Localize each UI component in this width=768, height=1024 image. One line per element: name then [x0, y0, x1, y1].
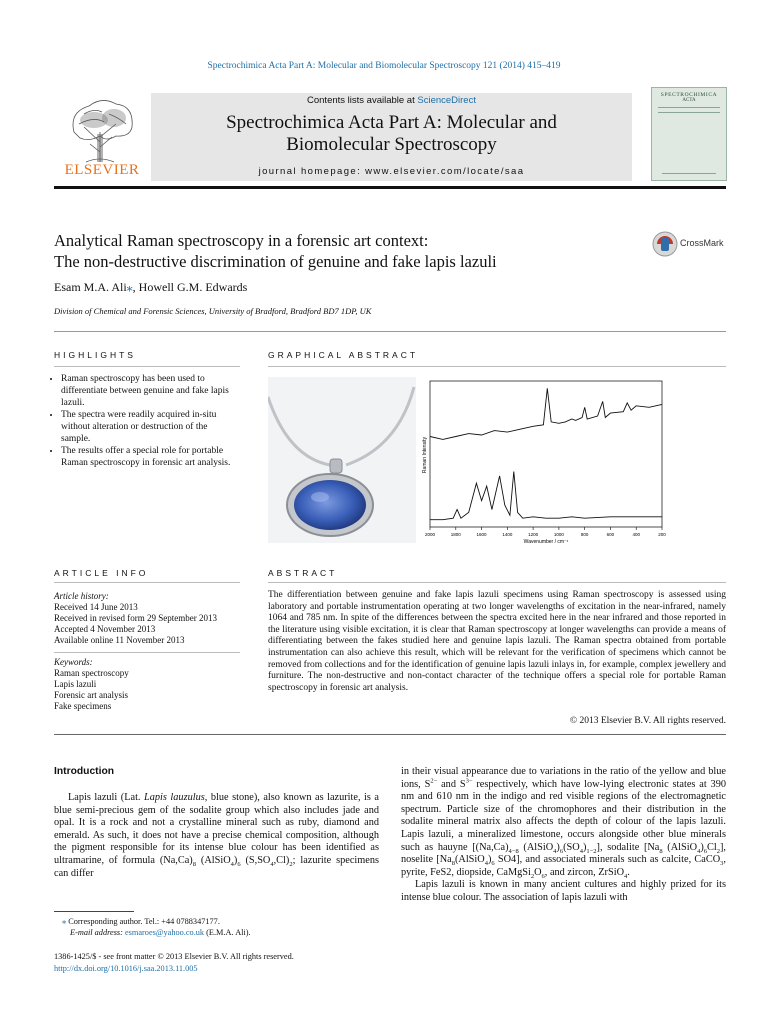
spectrum-line-2 — [430, 472, 662, 520]
corresponding-author-mark[interactable]: ⁎ — [126, 280, 133, 294]
subscript: 1−2 — [586, 847, 597, 855]
subscript: 8 — [451, 860, 455, 868]
article-title-line2: The non-destructive discrimination of genuine and fake lapis lazuli — [54, 252, 497, 271]
intro-paragraph — [54, 792, 379, 880]
lapis-pendant-photo — [268, 377, 416, 543]
body-paragraph-right — [401, 766, 726, 905]
y-axis-label: Raman Intensity — [422, 436, 428, 474]
divider — [54, 366, 240, 367]
crossmark-label: CrossMark — [680, 238, 724, 248]
subscript: 6 — [491, 860, 495, 868]
keyword: Forensic art analysis — [54, 690, 128, 700]
elsevier-logo — [54, 92, 150, 180]
article-history — [54, 591, 239, 712]
x-tick-label: 800 — [580, 532, 589, 537]
subscript: 2 — [289, 861, 293, 869]
text-run: respectively, which have low-lying electronic states at 390 nm and 610 nm in the indigo and red visible regions of the electromagnetic spectrum. Particle size of the chromophores and their distribution in the sodalite mineral matrix also affects the depth of colour of the lapis lazuli. Lapis lazuli, a mineralized limestone, occurs alongside other blue minerals such as hauyne [(Na,Ca) — [401, 778, 726, 853]
text-run: (AlSiO — [196, 854, 231, 866]
doi-link[interactable]: http://dx.doi.org/10.1016/j.saa.2013.11.005 — [54, 964, 198, 973]
keyword: Fake specimens — [54, 701, 112, 711]
subscript: 3 — [720, 860, 724, 868]
cover-title: SPECTROCHIMICA — [660, 92, 718, 98]
pendant-image — [268, 377, 416, 543]
journal-cover — [651, 87, 727, 181]
x-tick-label: 1200 — [528, 532, 539, 537]
journal-title — [151, 112, 632, 156]
subscript: 8 — [192, 861, 196, 869]
subscript: 2 — [530, 872, 535, 880]
x-tick-label: 400 — [632, 532, 640, 537]
divider — [268, 366, 726, 367]
article-info-heading: ARTICLE INFO — [54, 568, 149, 578]
sciencedirect-link[interactable]: ScienceDirect — [417, 95, 476, 106]
subscript: 6 — [559, 847, 564, 855]
latin-name: Lapis lauzulus — [144, 792, 205, 803]
footnote-mark[interactable]: ⁎ — [62, 917, 67, 926]
authors — [54, 280, 247, 295]
subscript: 4 — [579, 847, 583, 855]
subscript: 4 — [553, 847, 557, 855]
contents-line — [151, 95, 632, 106]
article-title — [54, 230, 644, 272]
highlights-list — [54, 373, 234, 469]
text-run: (AlSiO — [454, 854, 485, 866]
divider — [54, 582, 240, 583]
history-item: Received in revised form 29 September 2013 — [54, 613, 217, 623]
subscript: 6 — [237, 861, 241, 869]
subscript: 4 — [270, 861, 274, 869]
graphical-abstract-heading: GRAPHICAL ABSTRACT — [268, 350, 419, 360]
email-suffix: (E.M.A. Ali). — [204, 928, 251, 937]
subscript: 6 — [541, 872, 545, 880]
superscript: 3− — [465, 777, 473, 785]
raman-spectrum-chart — [420, 377, 726, 545]
email-link[interactable]: esmaroes@yahoo.co.uk — [125, 928, 205, 937]
divider — [268, 582, 726, 583]
copyright: © 2013 Elsevier B.V. All rights reserved. — [569, 716, 726, 726]
x-tick-label: 600 — [606, 532, 615, 537]
text-run: ,Cl) — [273, 854, 290, 866]
text-run: Cl — [707, 841, 717, 853]
affiliation: Division of Chemical and Forensic Sciences, University of Bradford, Bradford BD7 1DP, UK — [54, 306, 372, 316]
subscript: 8 — [659, 847, 663, 855]
abstract-heading: ABSTRACT — [268, 568, 338, 578]
text-run: ) — [582, 841, 587, 853]
footnote-text: Corresponding author. Tel.: +44 0788347177. — [66, 917, 220, 926]
text-run: , pyrite, FeS2, diopside, CaMgSi — [401, 854, 726, 878]
history-label: Article history: — [54, 591, 109, 601]
spectrum-line-1 — [430, 388, 662, 439]
subscript: 6 — [703, 847, 707, 855]
article-title-line1: Analytical Raman spectroscopy in a forensic art context: — [54, 231, 429, 250]
abstract-text: The differentiation between genuine and fake lapis lazuli specimens using Raman spectroscopy is assessed using laboratory and portable instrumentation operating at two longer wavelengths of excitation in the near-infrared, namely 1064 and 785 nm. In spite of the differences between the spectra excited here in the near infrared and those reported in the literature using visible excitation, it is clear that Raman spectroscopy at longer wavelengths can provide a means of differentiating between the fakes studied here and genuine lapis lazuli. The Raman spectra obtained from portable instrumentation can also achieve this result, which will be relevant for the verification of specimens which cannot be removed from collections and for the identification of genuine lapis lazuli inlays in, for example, complex jewellery and furniture. The non-destructive and non-contact character of the technique offers a special role for portable Raman spectroscopy in forensic art analysis. — [268, 590, 726, 693]
text-run: ) — [487, 854, 492, 866]
author-separator: , — [132, 280, 139, 294]
subscript: 2 — [716, 847, 720, 855]
x-tick-label: 1000 — [553, 532, 564, 537]
x-axis-label: Wavenumber / cm⁻¹ — [523, 539, 569, 545]
cover-subtitle: ACTA — [682, 98, 696, 103]
text-run: ], sodalite [Na — [596, 841, 660, 853]
highlight-item: • Raman spectroscopy has been used to differentiate between genuine and fake lapis lazuli. — [61, 373, 234, 409]
highlight-item: • The spectra were readily acquired in-situ without alteration or destruction of the sample. — [61, 409, 234, 445]
text-run: (AlSiO — [518, 841, 554, 853]
subscript: 4 — [624, 872, 628, 880]
keywords-label: Keywords: — [54, 657, 93, 667]
section-heading-introduction: Introduction — [54, 766, 115, 777]
footnote — [62, 916, 382, 938]
x-tick-label: 1600 — [476, 532, 487, 537]
x-tick-label: 200 — [658, 532, 666, 537]
author-2: Howell G.M. Edwards — [138, 280, 248, 294]
text-run: ], noselite [Na — [401, 841, 726, 866]
journal-homepage[interactable]: journal homepage: www.elsevier.com/locate/saa — [258, 166, 525, 177]
body-paragraph: Lapis lazuli is known in many ancient cultures and highly prized for its intense blue colour. The association of lapis lazuli with — [401, 879, 726, 903]
text-run: (AlSiO — [662, 841, 698, 853]
highlight-item: • The results offer a special role for portable Raman spectroscopy in forensic art analysis. — [61, 445, 234, 469]
text-run: ) — [556, 841, 560, 853]
raman-chart-svg — [420, 377, 726, 545]
footnote-corresponding — [62, 916, 382, 927]
text-run: , blue stone), also known as lazurite, is a blue semi-precious gem of the sodalite group which also includes jade and opal. It is a rock and not a crystalline mineral such as ruby, diamond and emerald. As such, it does not have a precise chemical composition, although the pigment responsible for its intense blue colour has been identified as ultramarine, of formula (Na,Ca) — [54, 792, 379, 866]
x-tick-label: 1400 — [502, 532, 513, 537]
subscript: 4 — [230, 861, 234, 869]
x-tick-label: 2000 — [424, 532, 436, 537]
superscript: 2− — [430, 777, 438, 785]
email-label: E-mail address: — [70, 928, 125, 937]
text-run: ) — [233, 854, 238, 866]
footnote-rule — [54, 911, 134, 912]
divider — [54, 331, 726, 332]
text-run: ; lazurite specimens can differ — [54, 854, 379, 879]
text-run: O — [534, 866, 542, 878]
crossmark-badge[interactable] — [652, 230, 724, 263]
history-item: Accepted 4 November 2013 — [54, 624, 156, 634]
journal-reference[interactable]: Spectrochimica Acta Part A: Molecular and Biomolecular Spectroscopy 121 (2014) 415–419 — [207, 61, 561, 71]
history-item: Available online 11 November 2013 — [54, 635, 185, 645]
x-tick-label: 1800 — [450, 532, 461, 537]
header-rule — [54, 186, 726, 189]
contents-prefix: Contents lists available at — [307, 95, 418, 106]
text-run: and S — [437, 778, 466, 790]
issn-line: 1386-1425/$ - see front matter © 2013 Elsevier B.V. All rights reserved. — [54, 952, 294, 961]
text-run: in their visual appearance due to variations in the ratio of the yellow and blue ions, S — [401, 766, 726, 790]
keyword: Raman spectroscopy — [54, 668, 129, 678]
journal-title-line2: Biomolecular Spectroscopy — [286, 134, 497, 155]
author-1: Esam M.A. Ali — [54, 280, 127, 294]
history-item: Received 14 June 2013 — [54, 602, 138, 612]
text-run: (SO — [563, 841, 580, 853]
highlights-heading: HIGHLIGHTS — [54, 350, 136, 360]
text-run: Lapis lazuli (Lat. — [68, 792, 145, 803]
keyword: Lapis lazuli — [54, 679, 97, 689]
subscript: 4 — [484, 860, 488, 868]
crossmark-icon — [652, 230, 678, 258]
text-run: (S,SO — [240, 854, 271, 866]
subscript: 4−8 — [508, 847, 519, 855]
footnote-email — [62, 927, 382, 938]
text-run: ) — [700, 841, 704, 853]
text-run: , and zircon, ZrSiO — [544, 866, 625, 878]
journal-title-line1: Spectrochimica Acta Part A: Molecular and — [226, 112, 557, 133]
text-run: SO4], and associated minerals such as calcite, CaCO — [494, 854, 721, 866]
subscript: 4 — [697, 847, 701, 855]
text-run: . — [627, 866, 630, 878]
publisher-name: ELSEVIER — [64, 162, 140, 178]
divider — [54, 734, 726, 735]
